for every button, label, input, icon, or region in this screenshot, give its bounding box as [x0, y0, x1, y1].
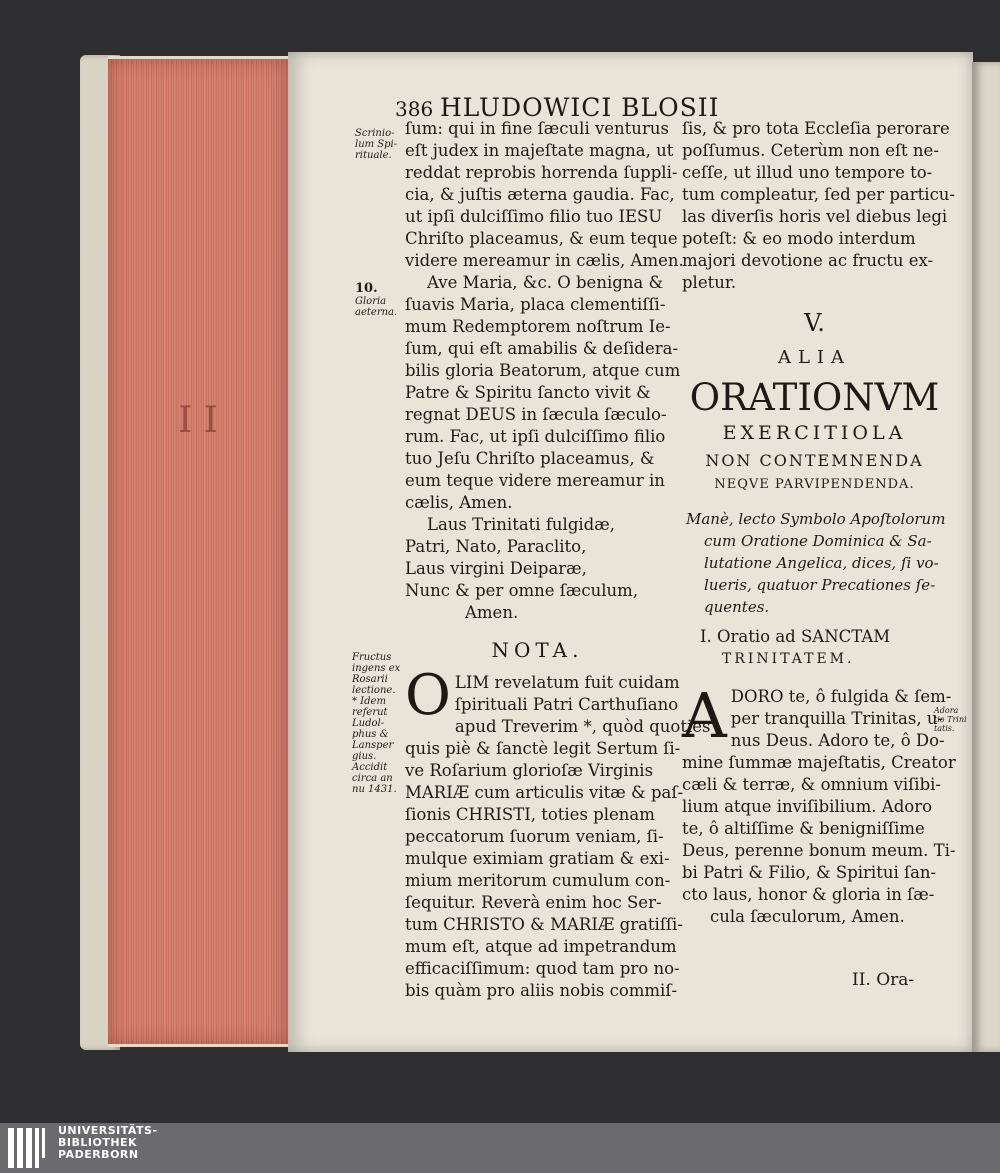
- text-line: mine ſummæ majeſtatis, Creator: [682, 753, 956, 772]
- text-line: DORO te, ô fulgida & ſem-: [730, 687, 952, 706]
- text-line: per tranquilla Trinitas, u-: [730, 709, 944, 728]
- text-line: ve Roſarium glorioſæ Virginis: [405, 761, 654, 780]
- text-line: videre mereamur in cælis, Amen.: [405, 251, 684, 270]
- section-number: V.: [804, 309, 825, 337]
- text-line: reddat reprobis horrenda ſuppli-: [405, 163, 678, 182]
- text-line: majori devotione ac fructu ex-: [682, 251, 934, 270]
- verse-line: Laus virgini Deiparæ,: [405, 559, 587, 578]
- title-sub3: NEQVE PARVIPENDENDA.: [714, 477, 915, 492]
- text-line: Patre & Spiritu ſancto vivit &: [405, 383, 651, 402]
- text-line: cto laus, honor & gloria in ſæ-: [682, 885, 935, 904]
- text-line: rum. Fac, ut ipſi dulciſſimo filio: [405, 427, 666, 446]
- verse-line: Laus Trinitati fulgidæ,: [427, 515, 615, 534]
- nota-heading: NOTA.: [491, 638, 584, 662]
- running-head: HLUDOWICI BLOSII: [440, 93, 720, 122]
- verse-line: Patri, Nato, Paraclito,: [405, 537, 587, 556]
- edge-marking: I I: [178, 400, 218, 441]
- text-line: MARIÆ cum articulis vitæ & paſ-: [405, 783, 684, 802]
- text-line: tum CHRISTO & MARIÆ gratiſſi-: [405, 915, 683, 934]
- text-line: ſequitur. Reverà enim hoc Ser-: [405, 893, 662, 912]
- text-line: Ave Maria, &c. O benigna &: [427, 273, 664, 292]
- text-line: mum eſt, atque ad impetrandum: [405, 937, 677, 956]
- library-name: UNIVERSITÄTS- BIBLIOTHEK PADERBORN: [58, 1124, 158, 1161]
- text-line: ſionis CHRISTI, toties plenam: [405, 805, 655, 824]
- library-logo-icon: [8, 1128, 48, 1168]
- rubric-line: Manè, lecto Symbolo Apoſtolorum: [686, 510, 946, 528]
- title-alia: ALIA: [777, 347, 852, 368]
- margin-note-2: 10. Gloria aeterna.: [355, 281, 398, 318]
- text-line: cula ſæculorum, Amen.: [710, 907, 905, 926]
- text-line: mium meritorum cumulum con-: [405, 871, 671, 890]
- text-line: bi Patri & Filio, & Spiritui ſan-: [682, 863, 937, 882]
- drop-cap: O: [405, 663, 451, 728]
- rubric: [682, 508, 947, 618]
- verse-line: Nunc & per omne ſæculum,: [405, 581, 639, 600]
- text-line: efficaciſſimum: quod tam pro no-: [405, 959, 680, 978]
- text-line: cia, & juſtis æterna gaudia. Fac,: [405, 185, 675, 204]
- margin-note-3: Fructus ingens ex Rosarii lectione. * Idem referut Ludol- phus & Lansper gius. Accidit circa an nu 1431.: [352, 652, 401, 795]
- verse-line: Amen.: [465, 603, 519, 622]
- text-line: eſt judex in majeſtate magna, ut: [405, 141, 674, 160]
- text-line: ceſſe, ut illud uno tempore to-: [682, 163, 933, 182]
- text-line: poſſumus. Ceterùm non eſt ne-: [682, 141, 939, 160]
- text-line: las diverſis horis vel diebus legi: [682, 207, 948, 226]
- text-line: mum Redemptorem noſtrum Ie-: [405, 317, 671, 336]
- text-line: apud Treverim *, quòd quoties: [454, 717, 711, 736]
- catchword: II. Ora-: [852, 970, 915, 990]
- rubric-line: cum Oratione Dominica & Sa-: [704, 532, 932, 550]
- drop-cap: A: [682, 679, 727, 752]
- text-line: ſis, & pro tota Eccleſia perorare: [682, 119, 950, 138]
- text-line: mulque eximiam gratiam & exi-: [405, 849, 670, 868]
- text-line: bilis gloria Beatorum, atque cum: [405, 361, 681, 380]
- text-line: ſpirituali Patri Carthuſiano: [454, 695, 679, 714]
- rubric-line: quentes.: [704, 598, 770, 616]
- text-line: bis quàm pro aliis nobis commiſ-: [405, 981, 678, 1000]
- facing-page-edge: [972, 62, 1000, 1052]
- text-line: quis piè & ſanctè legit Sertum ſi-: [405, 739, 681, 758]
- page-number: 386: [395, 97, 434, 121]
- text-line: LIM revelatum fuit cuidam: [454, 673, 680, 692]
- title-sub1: EXERCITIOLA: [722, 422, 907, 444]
- text-line: Chriſto placeamus, & eum teque: [405, 229, 678, 248]
- text-line: ſum, qui eſt amabilis & deſidera-: [405, 339, 679, 358]
- page-edges: [108, 56, 288, 1047]
- text-line: regnat DEUS in ſæcula ſæculo-: [405, 405, 667, 424]
- text-line: Deus, perenne bonum meum. Ti-: [682, 841, 956, 860]
- text-line: ſum: qui in fine ſæculi venturus: [405, 119, 669, 138]
- text-line: tum compleatur, ſed per particu-: [682, 185, 956, 204]
- text-line: nus Deus. Adoro te, ô Do-: [730, 731, 945, 750]
- text-line: te, ô altiſſime & benigniſſime: [682, 819, 925, 838]
- text-line: cælis, Amen.: [405, 493, 513, 512]
- text-line: poteſt: & eo modo interdum: [682, 229, 916, 248]
- nota-paragraph: [405, 663, 711, 1002]
- text-line: tuo Jeſu Chriſto placeamus, &: [405, 449, 655, 468]
- oratio-heading: I. Oratio ad SANCTAM: [700, 627, 891, 646]
- rubric-line: lueris, quatuor Precationes ſe-: [704, 576, 936, 594]
- title-main: ORATIONVM: [689, 376, 940, 419]
- right-margin-note: Adora tio Trini tatis.: [934, 706, 967, 733]
- text-line: lium atque inviſibilium. Adoro: [682, 797, 933, 816]
- text-line: peccatorum ſuorum veniam, ſi-: [405, 827, 664, 846]
- text-line: pletur.: [682, 273, 737, 292]
- text-line: cæli & terræ, & omnium viſibi-: [682, 775, 941, 794]
- margin-note-1: Scrinio- lum Spi- rituale.: [355, 128, 398, 161]
- text-line: ſuavis Maria, placa clementiſſi-: [405, 295, 666, 314]
- title-sub2: NON CONTEMNENDA: [705, 451, 924, 470]
- oratio-heading-2: TRINITATEM.: [722, 651, 855, 667]
- left-column-text: [405, 118, 684, 624]
- text-line: eum teque videre mereamur in: [405, 471, 665, 490]
- text-line: ut ipſi dulciſſimo filio tuo IESU: [405, 207, 663, 226]
- rubric-line: lutatione Angelica, dices, ſi vo-: [704, 554, 939, 572]
